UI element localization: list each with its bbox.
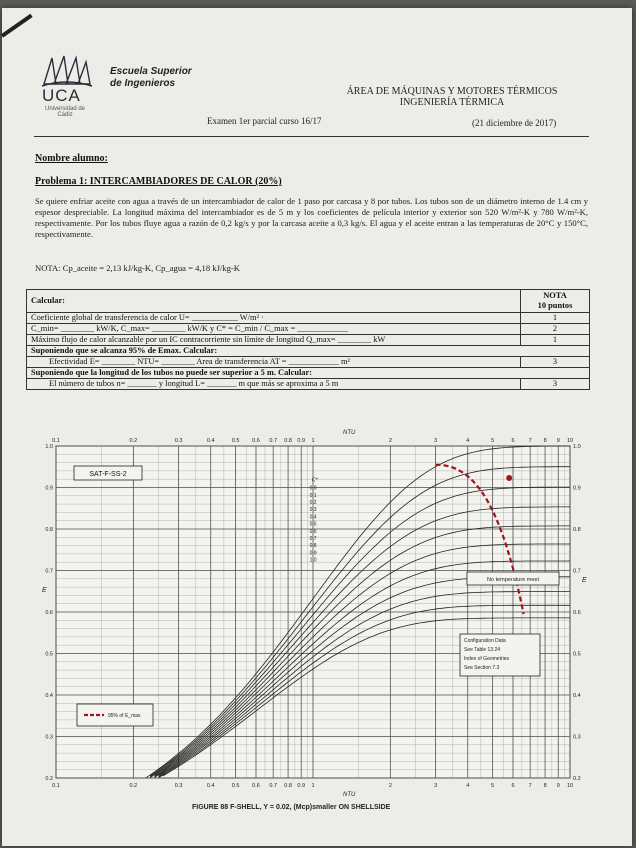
series-label: 0.1 bbox=[309, 492, 317, 499]
x-tick-label: 2 bbox=[388, 783, 392, 789]
table-row-grade: 2 bbox=[521, 324, 590, 335]
series-label: 0.0 bbox=[309, 485, 317, 492]
table-row: Coeficiente global de transferencia de calor U= ___________ W/m² ⋅ bbox=[27, 313, 521, 324]
y-tick-label: 1.0 bbox=[45, 444, 53, 450]
school-line-2: de Ingenieros bbox=[110, 78, 176, 89]
x-tick-label: 9 bbox=[556, 783, 560, 789]
school-line-1: Escuela Superior bbox=[110, 66, 192, 77]
x-tick-label-top: 0.5 bbox=[231, 438, 240, 444]
y-tick-label-right: 1.0 bbox=[573, 444, 581, 450]
x-tick-label-top: 0.9 bbox=[297, 438, 306, 444]
series-label: 0.6 bbox=[309, 528, 317, 535]
x-tick-label: 6 bbox=[511, 783, 515, 789]
x-tick-label: 0.4 bbox=[206, 783, 215, 789]
grade-header-2: 10 puntos bbox=[537, 301, 573, 310]
x-tick-label-top: 6 bbox=[511, 438, 515, 444]
x-tick-label-top: 0.2 bbox=[129, 438, 138, 444]
problem-statement: Se quiere enfriar aceite con agua a través de un intercambiador de calor de 1 paso por carcasa y 8 por tubos. Los tubos son de un diámetro interno de 1.4 cm y espesor despreciable. La longitud máxima del intercambiador es de 5 m y los coeficientes de película interior y exterior son 520 W/m²-K y 780 W/m²-K, respectivamente. Por los tubos fluye agua a razón de 0,2 kg/s y por la carcasa aceite a 0,3 kg/s. El agua y el aceite entran a las temperaturas de 20°C y 150°C, respectivamente. bbox=[35, 196, 588, 239]
x-tick-label: 0.1 bbox=[52, 783, 60, 789]
x-tick-label-top: 0.1 bbox=[52, 438, 60, 444]
configuration-text: See Section 7.3 bbox=[464, 665, 500, 671]
y-tick-label: 0.3 bbox=[45, 734, 53, 741]
x-tick-label-top: 0.4 bbox=[206, 438, 215, 444]
table-row-grade: 1 bbox=[521, 335, 590, 346]
x-tick-label: 1 bbox=[311, 783, 315, 789]
series-label: 0.2 bbox=[309, 499, 317, 506]
y-axis-label-right: E bbox=[582, 577, 587, 584]
logo-text: UCA bbox=[42, 86, 81, 105]
table-row: Efectividad E= ________ NTU= ________ Area de transferencia AT = ____________ m² bbox=[27, 357, 521, 368]
department bbox=[322, 86, 582, 108]
y-tick-label: 0.9 bbox=[45, 485, 53, 492]
series-label: 0.7 bbox=[309, 535, 317, 542]
table-row: El número de tubos n= _______ y longitud L= _______ m que más se aproxima a 5 m bbox=[27, 379, 521, 390]
figure-caption: FIGURE 88 F-SHELL, Y = 0.02, (Mcp)smaller ON SHELLSIDE bbox=[192, 804, 391, 811]
y-tick-label-right: 0.3 bbox=[573, 734, 581, 741]
x-tick-label-top: 0.8 bbox=[284, 438, 292, 444]
effectiveness-chart bbox=[22, 426, 594, 821]
y-tick-label-right: 0.5 bbox=[573, 651, 581, 658]
x-tick-label: 4 bbox=[466, 783, 470, 789]
curve-parameter-label: C* bbox=[311, 477, 318, 484]
series-label: 0.8 bbox=[309, 543, 317, 550]
x-tick-label-top: 8 bbox=[543, 438, 547, 444]
y-tick-label: 0.7 bbox=[45, 568, 53, 575]
student-name-label: Nombre alumno: bbox=[35, 153, 108, 164]
x-tick-label-top: 7 bbox=[528, 438, 532, 444]
problem-title: Problema 1: INTERCAMBIADORES DE CALOR (20%) bbox=[35, 176, 282, 187]
x-tick-label: 0.8 bbox=[284, 783, 292, 789]
x-tick-label-top: 3 bbox=[434, 438, 438, 444]
problem-note: NOTA: Cp_aceite = 2,13 kJ/kg-K, Cp_agua = 4,18 kJ/kg-K bbox=[35, 263, 240, 273]
table-row-grade: 3 bbox=[521, 379, 590, 390]
x-tick-label: 0.3 bbox=[174, 783, 183, 789]
series-label: 0.5 bbox=[309, 521, 317, 528]
x-tick-label: 3 bbox=[434, 783, 438, 789]
x-tick-label-top: 2 bbox=[388, 438, 392, 444]
series-label: 0.4 bbox=[309, 514, 317, 521]
x-tick-label: 0.9 bbox=[297, 783, 306, 789]
y-tick-label-right: 0.9 bbox=[573, 485, 581, 492]
y-tick-label-right: 0.2 bbox=[573, 776, 581, 782]
area-line-2: INGENIERÍA TÉRMICA bbox=[399, 97, 505, 108]
exam-title: Examen 1er parcial curso 16/17 bbox=[207, 116, 322, 126]
y-tick-label-right: 0.6 bbox=[573, 610, 581, 616]
table-row-grade: 1 bbox=[521, 313, 590, 324]
configuration-text: Configuration Data bbox=[464, 638, 506, 644]
y-axis-label: E bbox=[42, 587, 47, 594]
exam-date: (21 diciembre de 2017) bbox=[472, 118, 557, 128]
pen-tip bbox=[1, 14, 33, 38]
x-tick-label: 5 bbox=[491, 783, 495, 789]
series-label: 0.3 bbox=[309, 507, 317, 514]
table-row: C_min= ________ kW/K, C_max= ________ kW/K y C* = C_min / C_max = ____________ bbox=[27, 324, 521, 335]
chart-svg bbox=[22, 426, 594, 806]
area-line-1: ÁREA DE MÁQUINAS Y MOTORES TÉRMICOS bbox=[346, 86, 558, 97]
legend-label: 95% of E_max bbox=[108, 713, 141, 719]
x-tick-label-top: 4 bbox=[466, 438, 470, 444]
x-tick-label-top: 1 bbox=[311, 438, 315, 444]
series-label: 1.0 bbox=[309, 557, 317, 564]
exam-sheet bbox=[2, 8, 632, 846]
y-tick-label: 0.8 bbox=[45, 527, 53, 533]
x-axis-label-top: NTU bbox=[343, 430, 356, 436]
marked-point bbox=[506, 475, 512, 481]
x-tick-label: 0.6 bbox=[252, 783, 260, 789]
table-section-1: Suponiendo que se alcanza 95% de Emax. Calcular: bbox=[27, 346, 590, 357]
table-row: Máximo flujo de calor alcanzable por un IC contracorriente sin límite de longitud Q_max= ________ kW bbox=[27, 335, 521, 346]
x-tick-label: 10 bbox=[566, 783, 574, 789]
university-name: Universidad de Cádiz bbox=[44, 106, 86, 118]
x-tick-label-top: 0.7 bbox=[269, 438, 278, 444]
x-tick-label: 8 bbox=[543, 783, 547, 789]
y-tick-label: 0.4 bbox=[45, 693, 53, 699]
table-header-left: Calcular: bbox=[27, 290, 521, 313]
y-tick-label: 0.2 bbox=[45, 776, 53, 782]
y-tick-label-right: 0.4 bbox=[573, 693, 581, 699]
x-tick-label: 7 bbox=[528, 783, 532, 789]
series-label: 0.9 bbox=[309, 550, 317, 557]
grade-header-1: NOTA bbox=[543, 291, 567, 300]
header-divider bbox=[34, 136, 589, 137]
configuration-text: Index of Geometries bbox=[464, 656, 510, 662]
y-tick-label-right: 0.8 bbox=[573, 527, 581, 533]
calculation-table bbox=[26, 289, 590, 390]
no-temperature-meet-label: No temperature meet bbox=[487, 577, 539, 583]
y-tick-label: 0.5 bbox=[45, 651, 53, 658]
x-tick-label-top: 0.6 bbox=[252, 438, 260, 444]
x-tick-label: 0.5 bbox=[231, 783, 240, 789]
x-tick-label-top: 0.3 bbox=[174, 438, 183, 444]
x-tick-label-top: 10 bbox=[566, 438, 574, 444]
school-name bbox=[110, 66, 192, 90]
y-tick-label-right: 0.7 bbox=[573, 568, 581, 575]
table-row-grade: 3 bbox=[521, 357, 590, 368]
y-tick-label: 0.6 bbox=[45, 610, 53, 616]
x-tick-label-top: 5 bbox=[491, 438, 495, 444]
chart-title: SAT-F-SS-2 bbox=[89, 471, 127, 478]
table-section-2: Suponiendo que la longitud de los tubos no puede ser superior a 5 m. Calcular: bbox=[27, 368, 590, 379]
table-header-grade bbox=[521, 290, 590, 313]
x-axis-label: NTU bbox=[343, 792, 356, 798]
x-tick-label-top: 9 bbox=[556, 438, 560, 444]
x-tick-label: 0.2 bbox=[129, 783, 138, 789]
configuration-text: See Table 13.24 bbox=[464, 647, 501, 653]
x-tick-label: 0.7 bbox=[269, 783, 278, 789]
